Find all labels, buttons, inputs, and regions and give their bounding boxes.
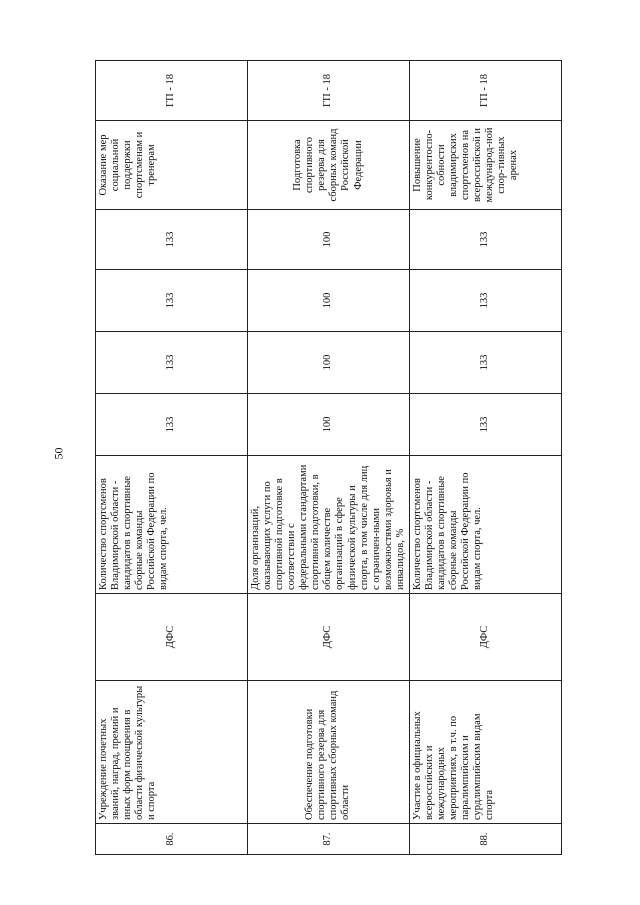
program-events-table xyxy=(95,60,562,855)
rotated-table-container xyxy=(95,61,552,855)
indicator: Доля организаций, оказывающих услуги по спортивной подготовке в соответствии с федеральными стандартами спортивной подготовки, в общем количестве организаций в сфере физической культуры и спорта, в том числе для лиц с ограничен-ными возможностями здоровья и инвалидов, % xyxy=(248,456,410,594)
program-code: ГП - 18 xyxy=(409,61,561,121)
program-code: ГП - 18 xyxy=(248,61,410,121)
program-code: ГП - 18 xyxy=(96,61,248,121)
value-cell: 133 xyxy=(409,270,561,332)
value-cell: 133 xyxy=(409,210,561,270)
value-cell: 133 xyxy=(409,394,561,456)
value-cell: 133 xyxy=(96,210,248,270)
goal: Подготовка спортивного резерва для сборных команд Российской Федерации xyxy=(248,121,410,210)
value-cell: 100 xyxy=(248,270,410,332)
executor: ДФС xyxy=(96,594,248,681)
value-cell: 133 xyxy=(96,332,248,394)
goal: Повышение конкурентоспо-собности владимирских спортсменов на всероссийской и международ-ной спор-тивных аренах xyxy=(409,121,561,210)
goal: Оказание мер социальной поддержки спортсменам и тренерам xyxy=(96,121,248,210)
row-number: 88. xyxy=(409,824,561,855)
page-number: 50 xyxy=(51,447,66,460)
table-row xyxy=(248,61,410,855)
row-number: 86. xyxy=(96,824,248,855)
value-cell: 133 xyxy=(409,332,561,394)
table-row xyxy=(96,61,248,855)
event-name: Обеспечение подготовки спортивного резерва для спортивных сборных команд области xyxy=(248,681,410,824)
table-row xyxy=(409,61,561,855)
value-cell: 100 xyxy=(248,332,410,394)
value-cell: 100 xyxy=(248,210,410,270)
value-cell: 133 xyxy=(96,394,248,456)
value-cell: 133 xyxy=(96,270,248,332)
indicator: Количество спортсменов Владимирской области - кандидатов в спортивные сборные команды Российской Федерации по видам спорта, чел. xyxy=(96,456,248,594)
event-name: Учреждение почетных званий, наград, премий и иных форм поощрения в области физической культуры и спорта xyxy=(96,681,248,824)
executor: ДФС xyxy=(409,594,561,681)
event-name: Участие в официальных всероссийских и международных мероприятиях, в т.ч. по паралимпийским и сурдлимпийским видам спорта xyxy=(409,681,561,824)
indicator: Количество спортсменов Владимирской области - кандидатов в спортивные сборные команды Российской Федерации по видам спорта, чел. xyxy=(409,456,561,594)
value-cell: 100 xyxy=(248,394,410,456)
executor: ДФС xyxy=(248,594,410,681)
row-number: 87. xyxy=(248,824,410,855)
